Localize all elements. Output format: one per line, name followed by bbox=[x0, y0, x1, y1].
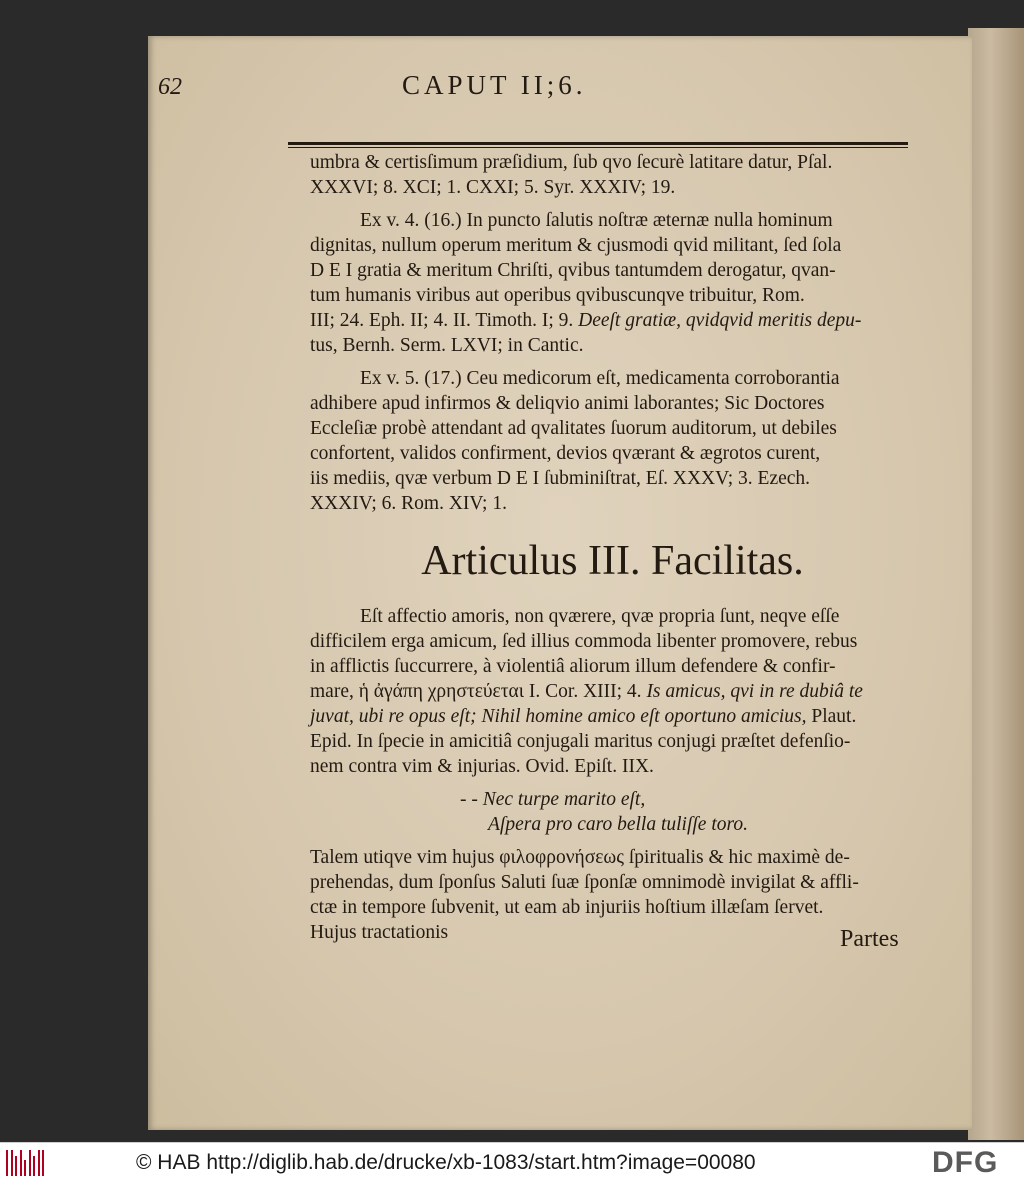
copyright-link[interactable]: © HAB http://diglib.hab.de/drucke/xb-1083/start.htm?image=00080 bbox=[136, 1151, 756, 1174]
text-line: umbra & certisſimum præſidium, ſub qvo ſecurè latitare datur, Pſal. bbox=[310, 152, 833, 173]
paragraph-1 bbox=[310, 150, 915, 200]
page-number: 62 bbox=[158, 74, 182, 100]
text-line: tum humanis viribus aut operibus qvibuscunqve tribuitur, Rom. bbox=[310, 285, 805, 306]
verse-line: Aſpera pro caro bella tuliſſe toro. bbox=[488, 814, 748, 835]
text-segment: Plaut. bbox=[811, 706, 857, 727]
text-line: Eccleſiæ probè attendant ad qvalitates ſuorum auditorum, ut debiles bbox=[310, 418, 837, 439]
text-line: confortent, validos confirment, devios qværant & ægrotos curent, bbox=[310, 443, 821, 464]
quote-segment: juvat, ubi re opus eſt; Nihil homine amico eſt oportuno amicius, bbox=[310, 706, 807, 727]
text-line: Talem utiqve vim hujus φιλοφρονήσεως ſpiritualis & hic maximè de- bbox=[310, 847, 850, 868]
text-line: ctæ in tempore ſubvenit, ut eam ab injuriis hoſtium illæſam ſervet. bbox=[310, 897, 824, 918]
text-line: prehendas, dum ſponſus Saluti ſuæ ſponſæ omnimodè invigilat & affli- bbox=[310, 872, 859, 893]
hab-barcode-logo-icon bbox=[6, 1150, 46, 1176]
verse-line: - - Nec turpe marito eſt, bbox=[460, 789, 646, 810]
text-line: difficilem erga amicum, ſed illius commoda libenter promovere, rebus bbox=[310, 631, 858, 652]
footer-bar bbox=[0, 1142, 1024, 1183]
paragraph-3 bbox=[310, 366, 915, 516]
text-line: XXXVI; 8. XCI; 1. CXXI; 5. Syr. XXXIV; 19. bbox=[310, 177, 676, 198]
text-line: Epid. In ſpecie in amicitiâ conjugali maritus conjugi præſtet defenſio- bbox=[310, 731, 851, 752]
text-line: XXXIV; 6. Rom. XIV; 1. bbox=[310, 493, 507, 514]
text-line: dignitas, nullum operum meritum & cjusmodi qvid militant, ſed ſola bbox=[310, 235, 842, 256]
text-line: Hujus tractationis bbox=[310, 922, 449, 943]
paragraph-4 bbox=[310, 604, 915, 779]
text-line: Ex v. 4. (16.) In puncto ſalutis noſtræ æternæ nulla hominum bbox=[360, 210, 833, 231]
catchword: Partes bbox=[840, 926, 899, 952]
quote-segment: Is amicus, qvi in re dubiâ te bbox=[646, 681, 863, 702]
text-line: Eſt affectio amoris, non qværere, qvæ propria ſunt, neqve eſſe bbox=[360, 606, 840, 627]
text-line: adhibere apud infirmos & deliqvio animi laborantes; Sic Doctores bbox=[310, 393, 825, 414]
text-line: Ex v. 5. (17.) Ceu medicorum eſt, medicamenta corroborantia bbox=[360, 368, 840, 389]
header-rule bbox=[288, 142, 908, 148]
page-header bbox=[158, 68, 738, 108]
text-line bbox=[310, 679, 915, 704]
section-title: Articulus III. Facilitas. bbox=[421, 538, 804, 584]
paragraph-2 bbox=[310, 208, 915, 358]
facing-page-edge bbox=[968, 28, 1024, 1140]
quote-segment: Deeſt gratiæ, qvidqvid meritis depu- bbox=[578, 310, 862, 331]
text-line: tus, Bernh. Serm. LXVI; in Cantic. bbox=[310, 335, 584, 356]
text-line: nem contra vim & injurias. Ovid. Epiſt. IIX. bbox=[310, 756, 654, 777]
text-line bbox=[310, 308, 915, 333]
running-head: CAPUT II;6. bbox=[402, 70, 587, 100]
text-segment: III; 24. Eph. II; 4. II. Timoth. I; 9. bbox=[310, 310, 574, 331]
text-line bbox=[310, 704, 915, 729]
text-line: in afflictis ſuccurrere, à violentiâ aliorum illum defendere & confir- bbox=[310, 656, 836, 677]
text-line: D E I gratia & meritum Chriſti, qvibus tantumdem derogatur, qvan- bbox=[310, 260, 836, 281]
paragraph-5 bbox=[310, 845, 915, 945]
page-body bbox=[310, 150, 915, 953]
text-line: iis mediis, qvæ verbum D E I ſubminiſtrat, Eſ. XXXV; 3. Ezech. bbox=[310, 468, 811, 489]
verse-quote bbox=[310, 787, 915, 837]
dfg-logo-icon: DFG bbox=[932, 1146, 999, 1179]
text-segment: mare, ἡ ἀγάπη χρηστεύεται I. Cor. XIII; 4. bbox=[310, 681, 642, 702]
